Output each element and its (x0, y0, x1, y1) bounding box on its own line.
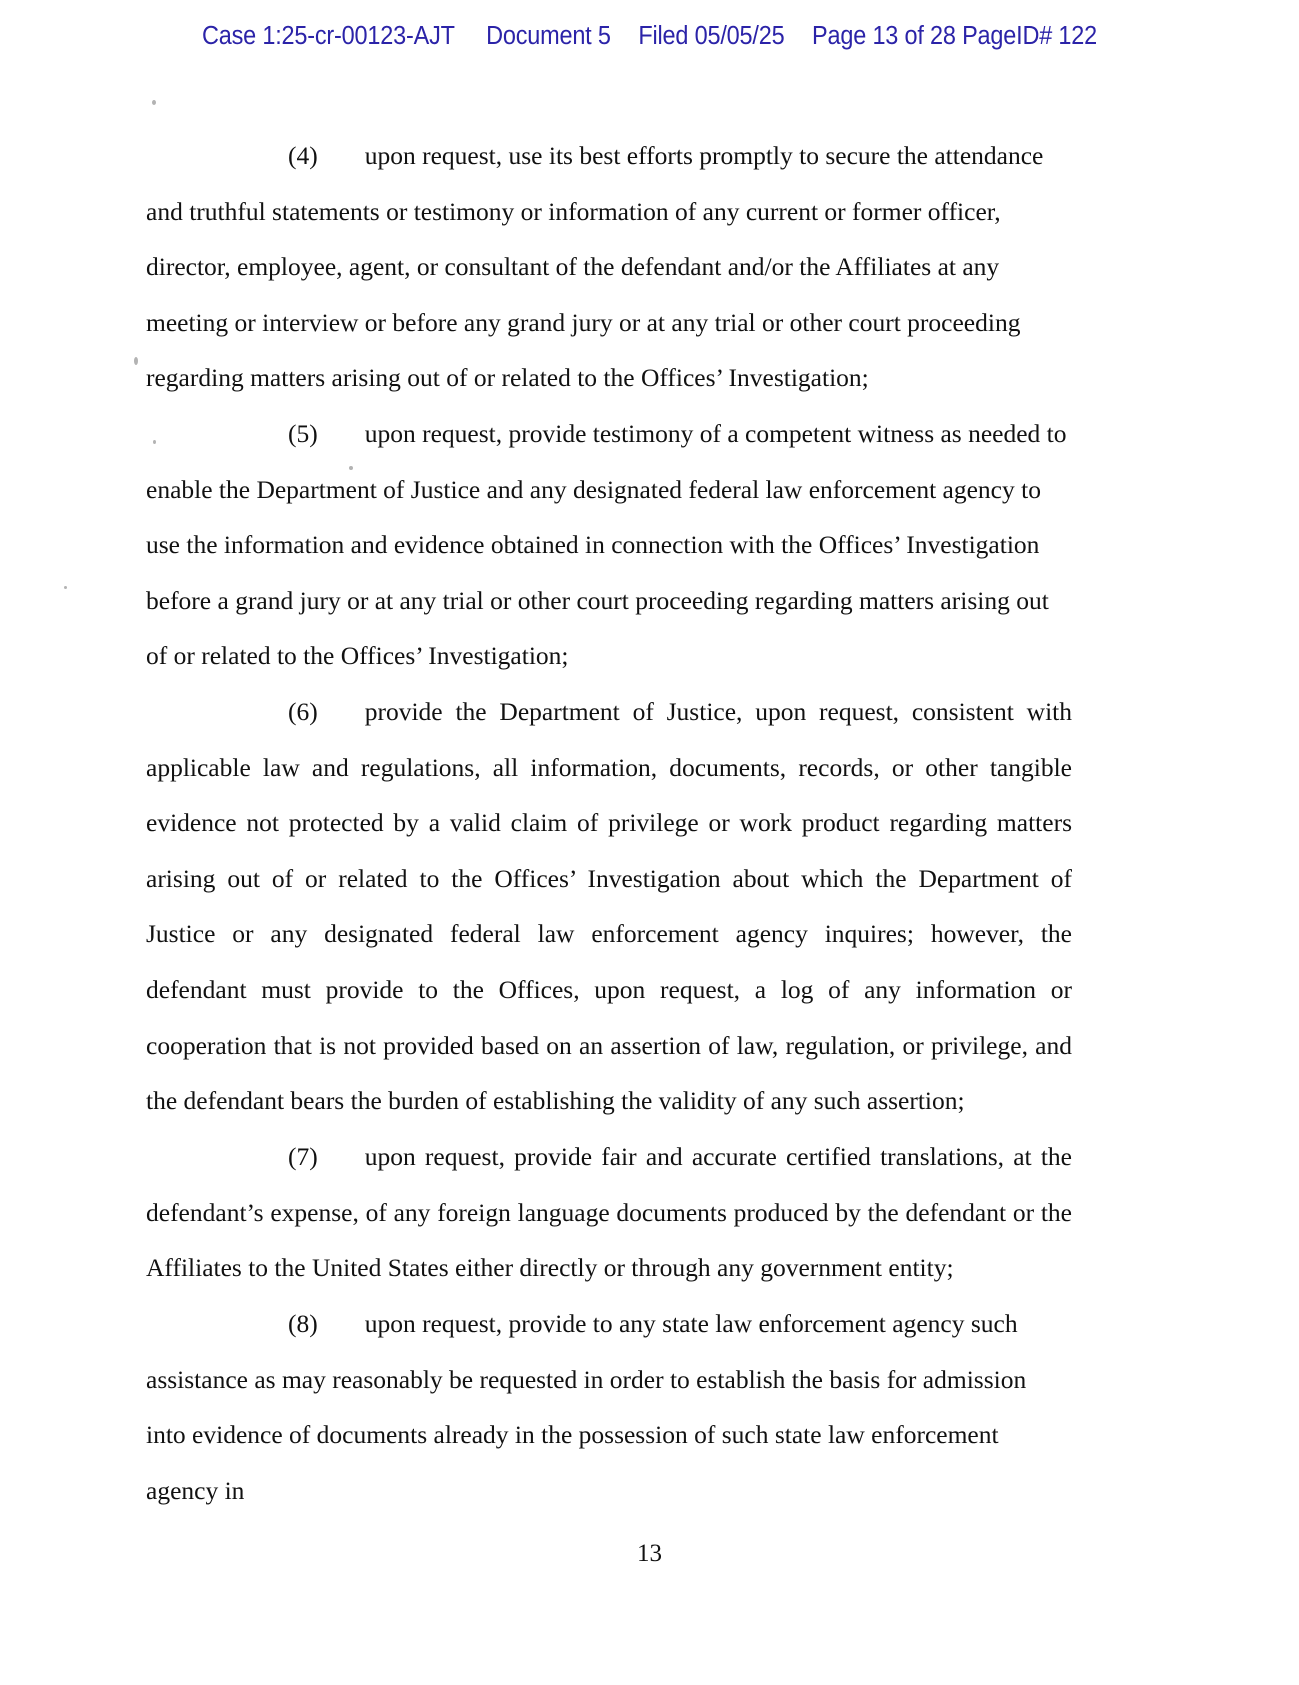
scan-speckle (134, 357, 138, 365)
paragraph-6-number: (6) (288, 697, 318, 726)
header-case-number: Case 1:25-cr-00123-AJT (201, 22, 455, 50)
paragraph-5 (146, 406, 1072, 684)
paragraph-5-text: upon request, provide testimony of a competent witness as needed to enable the Department of Justice and any designated federal law enforcement agency to use the information and evidence obtained in connection with the Offices’ Investigation before a grand jury or at any trial or other court proceeding regarding matters arising out of or related to the Offices’ Investigation; (146, 419, 1067, 671)
paragraph-4-text: upon request, use its best efforts promptly to secure the attendance and truthful statements or testimony or information of any current or former officer, director, employee, agent, or consultant of the defendant and/or the Affiliates at any meeting or interview or before any grand jury or at any trial or other court proceeding regarding matters arising out of or related to the Offices’ Investigation; (146, 141, 1044, 393)
header-filed-date: Filed 05/05/25 (638, 22, 785, 50)
scan-speckle (152, 100, 156, 105)
paragraph-4 (146, 128, 1072, 406)
paragraph-6 (146, 684, 1072, 1129)
ecf-header-stamp (52, 22, 1247, 51)
paragraph-7 (146, 1129, 1072, 1296)
paragraph-4-number: (4) (288, 141, 318, 170)
paragraph-8-text: upon request, provide to any state law enforcement agency such assistance as may reasonably be requested in order to establish the basis for admission into evidence of documents already in the possession of such state law enforcement agency in (146, 1309, 1027, 1505)
header-document-number: Document 5 (486, 22, 611, 50)
header-page-id: Page 13 of 28 PageID# 122 (812, 22, 1098, 50)
paragraph-7-number: (7) (288, 1142, 318, 1171)
paragraph-8-number: (8) (288, 1309, 318, 1338)
page-number: 13 (637, 1540, 662, 1567)
paragraph-8 (146, 1296, 1072, 1518)
paragraph-6-text: provide the Department of Justice, upon request, consistent with applicable law and regulations, all information, documents, records, or other tangible evidence not protected by a valid claim of privilege or work product regarding matters arising out of or related to the Offices’ Investigation about which the Department of Justice or any designated federal law enforcement agency inquires; however, the defendant must provide to the Offices, upon request, a log of any information or cooperation that is not provided based on an assertion of law, regulation, or privilege, and the defendant bears the burden of establishing the validity of any such assertion; (146, 697, 1072, 1116)
paragraph-7-text: upon request, provide fair and accurate certified translations, at the defendant’s expense, of any foreign language documents produced by the defendant or the Affiliates to the United States either directly or through any government entity; (146, 1142, 1072, 1283)
paragraph-5-number: (5) (288, 419, 318, 448)
scan-speckle (64, 586, 67, 589)
